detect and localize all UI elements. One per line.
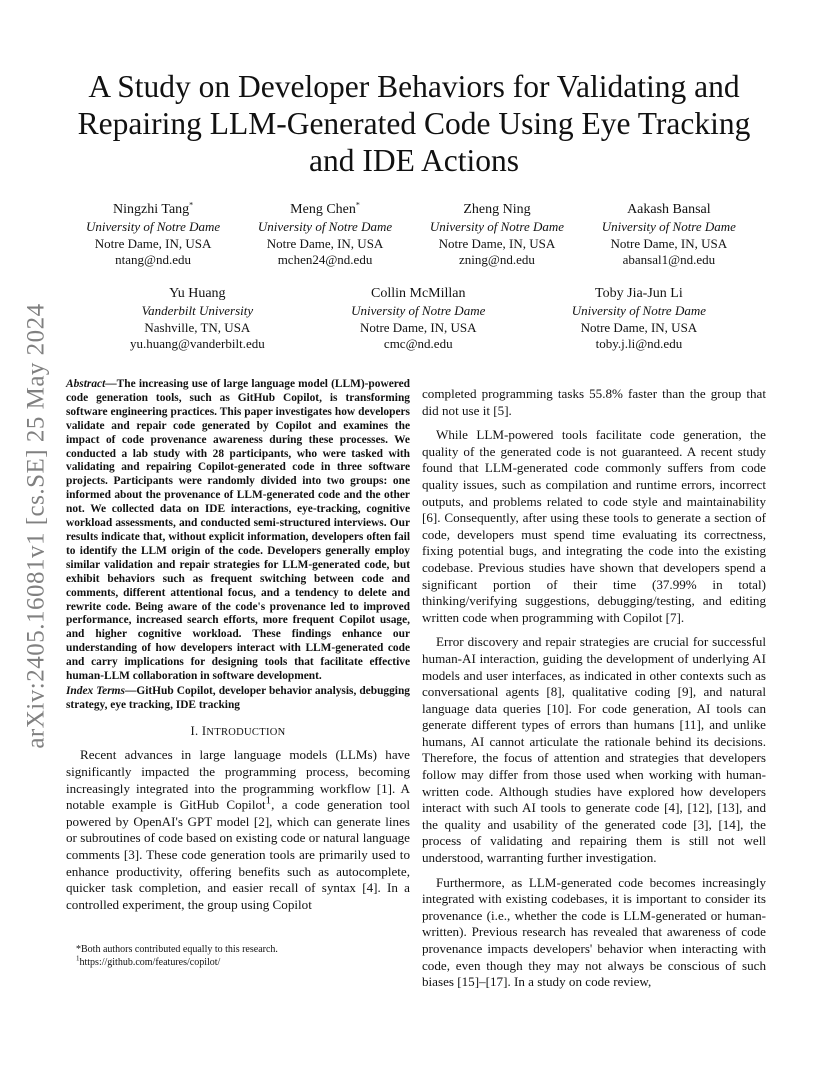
- author-name: Meng Chen*: [290, 200, 360, 217]
- author-block: [602, 202, 736, 268]
- author-name: Ningzhi Tang*: [113, 200, 194, 217]
- footnotes: [66, 944, 410, 970]
- author-block: [130, 286, 265, 352]
- author-email: abansal1@nd.edu: [622, 251, 716, 267]
- author-email: zning@nd.edu: [459, 251, 535, 267]
- author-affiliation: Vanderbilt University: [141, 303, 254, 319]
- author-affiliation: University of Notre Dame: [257, 219, 393, 235]
- author-mark: *: [355, 200, 360, 210]
- abstract-text: —The increasing use of large language model (LLM)-powered code generation tools, such as GitHub Copilot, is transforming software engineering practices. This paper investigates how developers validate and repair code generated by Copilot and examines the impact of code provenance awareness during these processes. We conducted a lab study with 28 participants, who were tasked with validating and repairing Copilot-generated code in three software projects. Participants were randomly divided into two groups: one informed about the provenance of LLM-generated code and the other not. We collected data on IDE interactions, eye-tracking, cognitive workload assessments, and conducted semi-structured interviews. Our results indicate that, without explicit information, developers often fail to identify the LLM origin of the code. Developers generally employ similar validation and repair strategies for LLM-generated code, but exhibit behaviors such as frequent switching between code and comments, different attentional focus, and a tendency to delete and rewrite code. Being aware of the code's provenance led to improved performance, increased search efforts, more frequent Copilot usage, and higher cognitive workload. These findings enhance our understanding of how developers interact with LLM-generated code and carry implications for designing tools that facilitate effective human-LLM collaboration in software development.: [66, 378, 410, 683]
- footnote-marker: 1: [265, 794, 272, 807]
- author-block: [351, 286, 485, 352]
- index-terms: [66, 685, 410, 713]
- author-location: Notre Dame, IN, USA: [94, 235, 212, 251]
- abstract-label: Abstract: [66, 378, 106, 390]
- author-email: mchen24@nd.edu: [277, 251, 373, 267]
- footnote-copilot-url: $^1$https://github.com/features/copilot/: [76, 954, 221, 968]
- author-location: Nashville, TN, USA: [144, 319, 251, 335]
- author-row-1: [86, 202, 736, 268]
- author-location: Notre Dame, IN, USA: [266, 235, 384, 251]
- footnote-equal-contribution: *Both authors contributed equally to this research.: [76, 944, 278, 955]
- author-affiliation: University of Notre Dame: [601, 219, 736, 235]
- author-affiliation: University of Notre Dame: [351, 303, 486, 319]
- arxiv-sidebar: [20, 290, 54, 762]
- author-location: Notre Dame, IN, USA: [359, 319, 477, 335]
- author-name: Aakash Bansal: [627, 202, 711, 217]
- author-affiliation: University of Notre Dame: [571, 303, 706, 319]
- author-name: Zheng Ning: [463, 202, 531, 217]
- author-name: Yu Huang: [169, 286, 226, 301]
- author-block: [430, 202, 564, 268]
- author-block: [86, 202, 220, 268]
- section-heading: I. INTRODUCTION: [190, 723, 286, 738]
- right-column: [422, 378, 766, 991]
- author-email: toby.j.li@nd.edu: [595, 335, 683, 351]
- arxiv-identifier: arXiv:2405.16081v1 [cs.SE] 25 May 2024: [23, 303, 50, 749]
- author-name: Collin McMillan: [371, 286, 466, 301]
- author-block: [572, 286, 706, 352]
- paper-title: A Study on Developer Behaviors for Validating and Repairing LLM-Generated Code Using Eye Tracking and IDE Actions: [77, 69, 751, 178]
- body-paragraph: Error discovery and repair strategies are crucial for successful human-AI interaction, guiding the development of underlying AI models and user interfaces, as indicated in other contexts such as conversational agents [8], qualitative coding [9], and natural language data queries [10]. For code generation, AI tools can generate different types of errors than humans [11], and unlike humans, AI cannot articulate the rationale behind its decisions. Therefore, the focus of attention and strategies that developers follow may differ from those used when working with human-written code. Although studies have explored how developers interact with such AI tools to generate code [4], [12], [13], and the quality and usability of the generated code [3], [14], the process of validating and repairing them is still not well understood, warranting further investigation.: [422, 634, 766, 866]
- left-column: [66, 378, 410, 913]
- author-row-2: [130, 286, 706, 352]
- author-mark: *: [189, 200, 194, 210]
- body-paragraph: While LLM-powered tools facilitate code generation, the quality of the generated code is not guaranteed. A recent study found that LLM-generated code commonly suffers from code quality issues, such as compilation and runtime errors, incorrect outputs, and problems related to code style and maintainability [6]. Consequently, after using these tools to generate a section of code, developers must spend time evaluating its correctness, fixing potential bugs, and integrating the code into the existing codebase. Previous studies have shown that developers spend a significant portion of their time (37.99% in total) thinking/verifying suggestions, debugging/testing, and editing written code when programming with Copilot [7].: [422, 427, 766, 625]
- author-email: yu.huang@vanderbilt.edu: [130, 335, 265, 351]
- body-paragraph: completed programming tasks 55.8% faster than the group that did not use it [5].: [422, 386, 766, 418]
- author-location: Notre Dame, IN, USA: [438, 235, 556, 251]
- intro-paragraph: Recent advances in large language models (LLMs) have significantly impacted the programming process, becoming increasingly integrated into the programming workflow [1]. A notable example is GitHub Copilot$^1$, a code generation tool powered by OpenAI's GPT model [2], which can generate lines or subroutines of code based on existing code or natural language comments [3]. These code generation tools are primarily used to enhance productivity, offering benefits such as autocomplete, quicker task completion, and easier recall of syntax [4]. In a controlled experiment, the group using Copilot: [66, 747, 410, 912]
- author-email: ntang@nd.edu: [115, 251, 192, 267]
- abstract: [66, 378, 410, 684]
- index-terms-label: Index Terms: [66, 684, 125, 697]
- author-email: cmc@nd.edu: [383, 335, 453, 351]
- body-paragraph: Furthermore, as LLM-generated code becomes increasingly integrated with existing codebases, it is important to consider its provenance (i.e., whether the code is LLM-generated or human-written). Previous research has revealed that awareness of code provenance impacts developers' behavior when interacting with code, even though they may not always be conscious of such biases [15]–[17]. In a study on code review,: [422, 874, 766, 990]
- author-name: Toby Jia-Jun Li: [595, 286, 683, 301]
- author-block: [258, 202, 392, 268]
- index-terms-text: —GitHub Copilot, developer behavior analysis, debugging strategy, eye tracking, IDE tracking: [66, 684, 410, 711]
- author-affiliation: University of Notre Dame: [86, 219, 221, 235]
- author-affiliation: University of Notre Dame: [429, 219, 565, 235]
- author-location: Notre Dame, IN, USA: [580, 319, 698, 335]
- author-location: Notre Dame, IN, USA: [610, 235, 728, 251]
